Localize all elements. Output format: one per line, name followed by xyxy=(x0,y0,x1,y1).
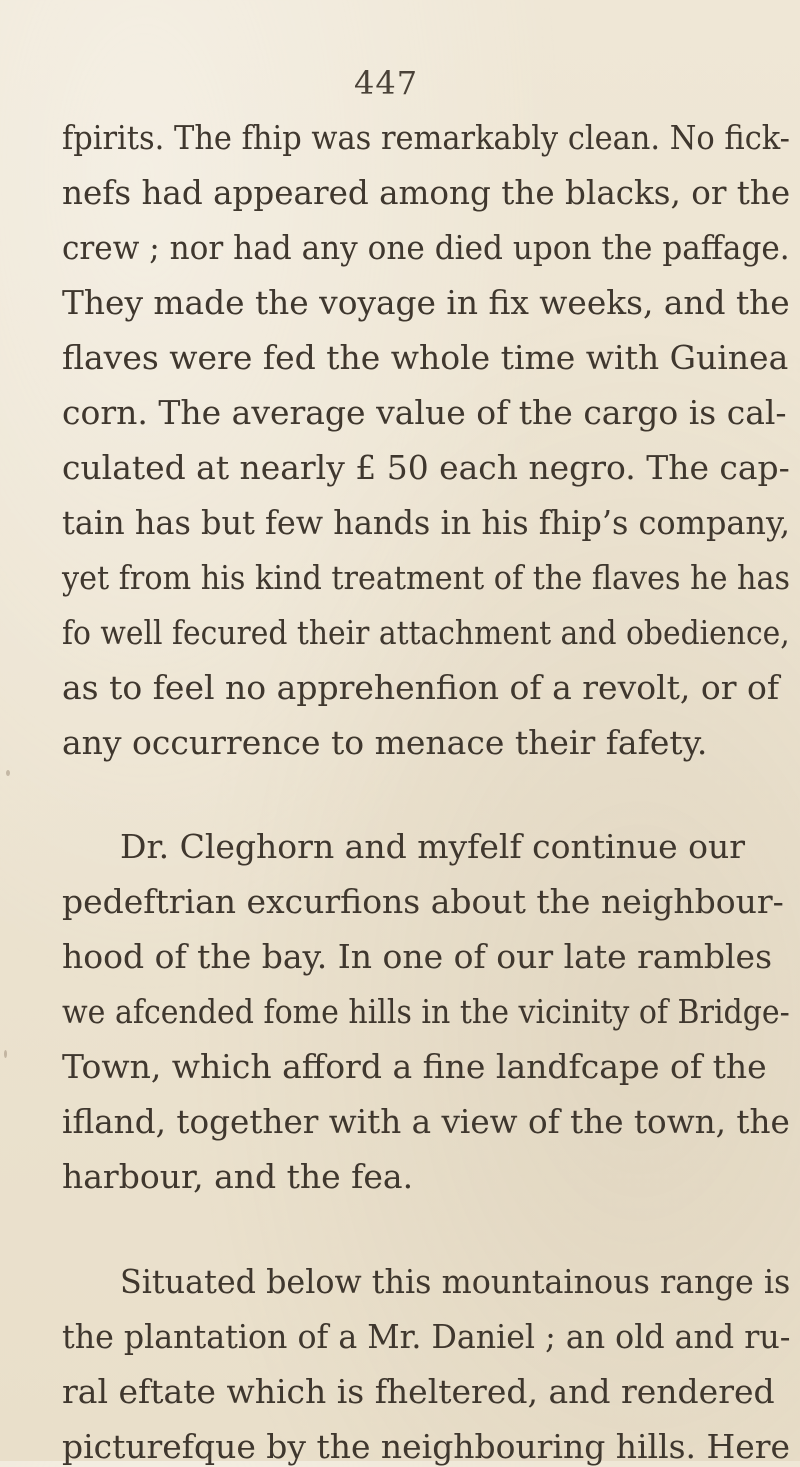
page-number: 447 xyxy=(354,64,419,102)
text-line: flaves were fed the whole time with Guinea xyxy=(62,338,789,377)
text-line: picturefque by the neighbouring hills. Here xyxy=(62,1427,790,1466)
paper-spot xyxy=(4,1050,7,1058)
text-line: fo well fecured their attachment and obedience, xyxy=(62,613,790,652)
text-line: the plantation of a Mr. Daniel ; an old and ru- xyxy=(62,1317,791,1356)
text-line: crew ; nor had any one died upon the paffage. xyxy=(62,228,790,267)
text-line: yet from his kind treatment of the flaves he has xyxy=(62,558,791,597)
text-line: tain has but few hands in his fhip’s company, xyxy=(62,503,790,542)
text-line: any occurrence to menace their fafety. xyxy=(62,723,708,762)
text-line: pedeftrian excurfions about the neighbour- xyxy=(62,882,784,921)
text-line: fpirits. The fhip was remarkably clean. No fick- xyxy=(62,118,790,157)
text-line: ral eftate which is fheltered, and rendered xyxy=(62,1372,775,1411)
text-line: ifland, together with a view of the town, the xyxy=(62,1102,790,1141)
text-line: corn. The average value of the cargo is cal- xyxy=(62,393,787,432)
paper-spot xyxy=(628,1385,632,1391)
text-line: hood of the bay. In one of our late rambles xyxy=(62,937,773,976)
text-line: nefs had appeared among the blacks, or the xyxy=(62,173,791,212)
text-line: culated at nearly £ 50 each negro. The cap- xyxy=(62,448,790,487)
paper-spot xyxy=(6,770,10,776)
text-line: we afcended fome hills in the vicinity of Bridge- xyxy=(62,992,790,1031)
text-line: Situated below this mountainous range is xyxy=(120,1262,791,1301)
text-line: harbour, and the fea. xyxy=(62,1157,414,1196)
text-line: as to feel no apprehenfion of a revolt, or of xyxy=(62,668,780,707)
text-line: They made the voyage in fix weeks, and the xyxy=(62,283,790,322)
text-line: Dr. Cleghorn and myfelf continue our xyxy=(120,827,746,866)
text-line: Town, which afford a fine landfcape of the xyxy=(62,1047,767,1086)
